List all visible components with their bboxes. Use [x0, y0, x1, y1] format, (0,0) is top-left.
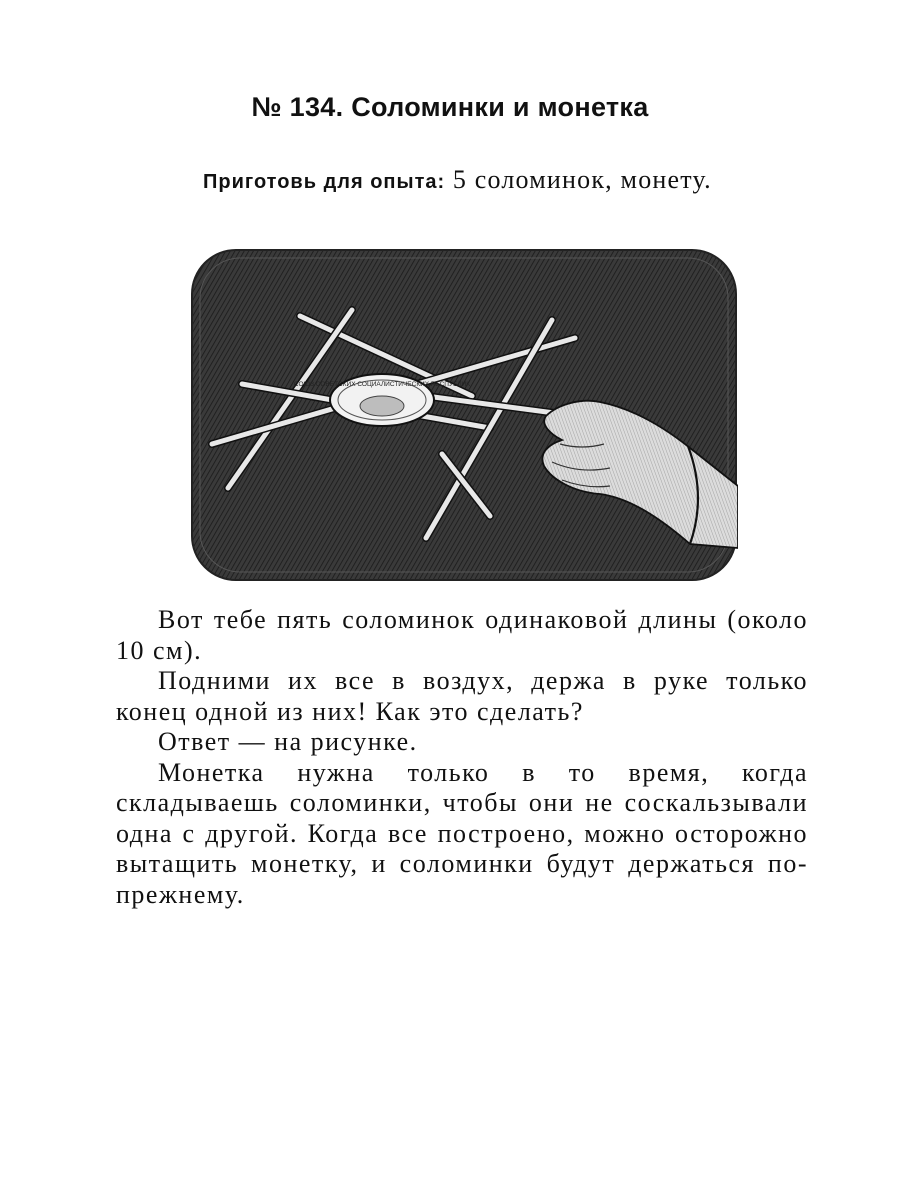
background-panel: [192, 250, 736, 580]
paragraph-4: Монетка нужна только в то время, когда складываешь соломинки, чтобы они не соскальзывали одна с другой. Когда все построено, можно осторожно вытащить монетку, и соломинки будут держаться по-прежнему.: [116, 757, 808, 909]
straws-coin-drawing: [190, 248, 738, 582]
coin-text: СОЮЗ СОВЕТСКИХ СОЦИАЛИСТИЧЕСКИХ РЕСПУБЛИК: [293, 381, 471, 388]
prep-text: 5 соломинок, монету.: [452, 165, 712, 194]
paragraph-2: Подними их все в воздух, держа в руке только конец одной из них! Как это сделать?: [116, 666, 808, 726]
illustration: [190, 248, 738, 582]
prep-label: Приготовь для опыта:: [203, 171, 446, 193]
paragraph-1: Вот тебе пять соломинок одинаковой длины (около 10 см).: [116, 605, 808, 665]
paragraph-3: Ответ — на рисунке.: [158, 727, 418, 756]
page-title: № 134. Соломинки и монетка: [251, 92, 649, 122]
body-text: [116, 605, 808, 910]
prep-line: [203, 162, 743, 200]
